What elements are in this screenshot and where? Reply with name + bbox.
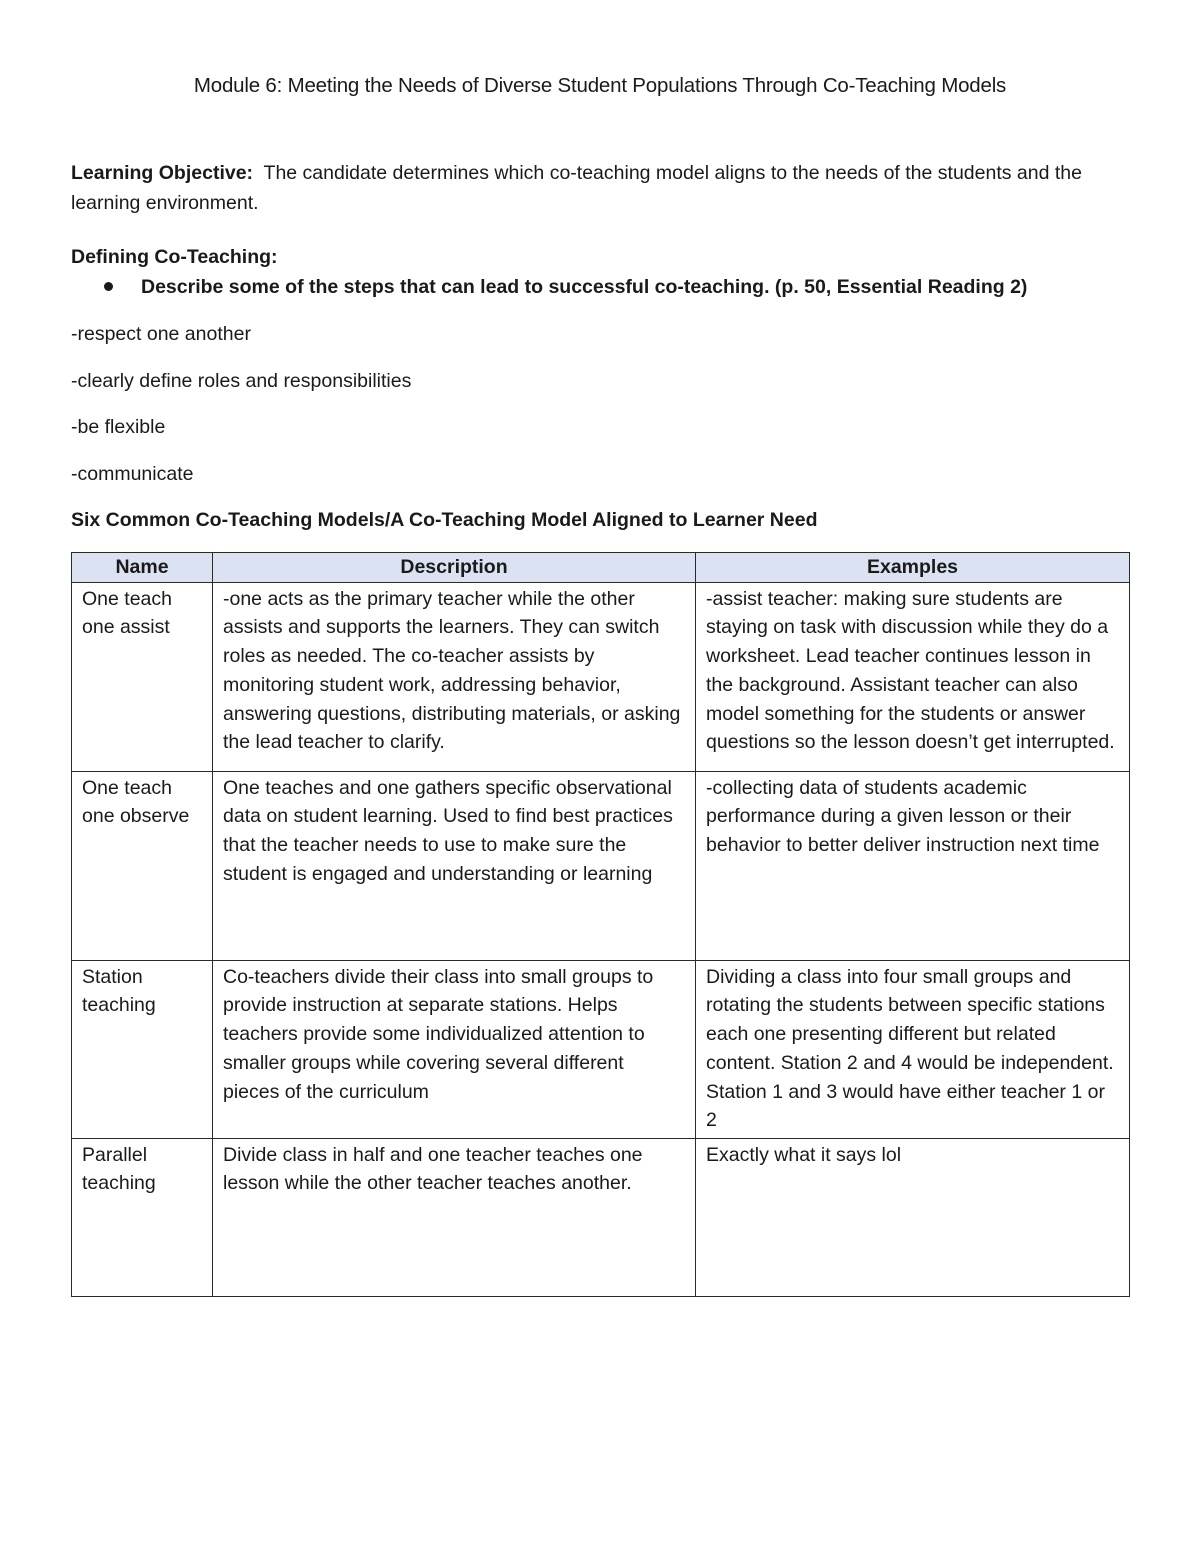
header-examples: Examples — [696, 553, 1130, 583]
cell-examples: -collecting data of students academic performance during a given lesson or their behavior to better deliver instruction next time — [696, 771, 1130, 960]
cell-examples: Dividing a class into four small groups and rotating the students between specific stations each one presenting different but related content. Station 2 and 4 would be independent. Station 1 and 3 would have either teacher 1 or 2 — [696, 960, 1130, 1138]
cell-name: Parallel teaching — [72, 1138, 213, 1296]
table-row — [72, 960, 1130, 1138]
document-title: Module 6: Meeting the Needs of Diverse Student Populations Through Co-Teaching Models — [193, 74, 1007, 97]
table-header-row — [72, 553, 1130, 583]
models-heading: Six Common Co-Teaching Models/A Co-Teaching Model Aligned to Learner Need — [71, 509, 818, 531]
learning-objective-label: Learning Objective: — [71, 162, 254, 184]
models-table — [71, 552, 1130, 1297]
table-row — [72, 771, 1130, 960]
table-row — [72, 582, 1130, 771]
cell-examples: Exactly what it says lol — [696, 1138, 1130, 1296]
cell-description: One teaches and one gathers specific observational data on student learning. Used to find best practices that the teacher needs to use to make sure the student is engaged and understanding or learning — [213, 771, 696, 960]
step-item: -be flexible — [71, 416, 166, 438]
cell-description: -one acts as the primary teacher while the other assists and supports the learners. They can switch roles as needed. The co-teacher assists by monitoring student work, addressing behavior, answering questions, distributing materials, or asking the lead teacher to clarify. — [213, 582, 696, 771]
header-description: Description — [213, 553, 696, 583]
defining-bullet: Describe some of the steps that can lead to successful co-teaching. (p. 50, Essential Reading 2) — [141, 276, 1028, 298]
cell-description: Co-teachers divide their class into small groups to provide instruction at separate stations. Helps teachers provide some individualized attention to smaller groups while covering several different pieces of the curriculum — [213, 960, 696, 1138]
cell-name: One teach one observe — [72, 771, 213, 960]
step-item: -communicate — [71, 463, 194, 485]
defining-heading: Defining Co-Teaching: — [71, 246, 278, 268]
step-item: -respect one another — [71, 323, 251, 345]
header-name: Name — [72, 553, 213, 583]
cell-name: One teach one assist — [72, 582, 213, 771]
cell-name: Station teaching — [72, 960, 213, 1138]
cell-description: Divide class in half and one teacher teaches one lesson while the other teacher teaches another. — [213, 1138, 696, 1296]
learning-objective — [71, 158, 1131, 218]
cell-examples: -assist teacher: making sure students are staying on task with discussion while they do a worksheet. Lead teacher continues lesson in the background. Assistant teacher can also model something for the students or answer questions so the lesson doesn’t get interrupted. — [696, 582, 1130, 771]
learning-objective-text: The candidate determines which co-teaching model aligns to the needs of the students and the learning environment. — [71, 162, 1082, 214]
step-item: -clearly define roles and responsibilities — [71, 370, 412, 392]
bullet-dot-icon — [104, 282, 113, 291]
table-row — [72, 1138, 1130, 1296]
